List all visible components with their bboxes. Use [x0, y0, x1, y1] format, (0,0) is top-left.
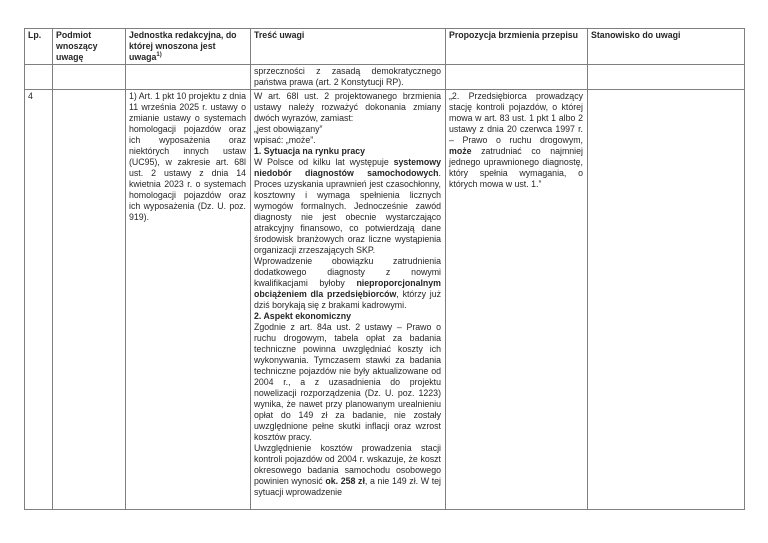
row-continuation: [25, 65, 745, 90]
row-4: [25, 90, 745, 510]
header-row: [25, 29, 745, 65]
cell-tresc-continuation: [251, 65, 446, 90]
col-header-tresc: Treść uwagi: [251, 29, 446, 65]
col-header-propozycja: Propozycja brzmienia przepisu: [446, 29, 588, 65]
cell-lp-continuation: [25, 65, 53, 90]
cell-podmiot-continuation: [53, 65, 126, 90]
col-header-jednostka-label: Jednostka redakcyjna, do której wnoszona jest uwaga: [129, 30, 237, 62]
cell-podmiot: [53, 90, 126, 510]
cell-lp: 4: [25, 90, 53, 510]
cell-tresc: [251, 90, 446, 510]
col-header-lp: Lp.: [25, 29, 53, 65]
cell-tresc-continuation-text: sprzeczności z zasadą demokratycznego państwa prawa (art. 2 Konstytucji RP).: [254, 66, 441, 87]
cell-propozycja-continuation: [446, 65, 588, 90]
cell-propozycja-text: „2. Przedsiębiorca prowadzący stację kontroli pojazdów, o której mowa w art. 83 ust. 1 pkt 1 albo 2 ustawy z dnia 20 czerwca 1997 r. – Prawo o ruchu drogowym, może zatrudniać co najmniej jednego uprawnionego diagnostę, który spełnia wymagania, o których mowa w ust. 1.”: [449, 91, 583, 189]
cell-stanowisko-continuation: [588, 65, 745, 90]
cell-stanowisko: [588, 90, 745, 510]
cell-jednostka-continuation: [126, 65, 251, 90]
col-header-jednostka: [126, 29, 251, 65]
comments-table: [24, 28, 745, 510]
col-header-podmiot: Podmiot wnoszący uwagę: [53, 29, 126, 65]
footnote-marker: 1): [156, 52, 162, 59]
col-header-stanowisko: Stanowisko do uwagi: [588, 29, 745, 65]
cell-propozycja: [446, 90, 588, 510]
cell-tresc-text: W art. 68l ust. 2 projektowanego brzmienia ustawy należy rozważyć dokonania zmiany dwóch wyrazów, zamiast: „jest obowiązany” wpisać: „może”. 1. Sytuacja na rynku pracy W Polsce od kilku lat występuje systemowy niedobór diagnostów samochodowych. Proces uzyskania uprawnień jest czasochłonny, kosztowny i wymaga spełnienia licznych wymogów formalnych. Jednocześnie zawód diagnosty nie jest obecnie wystarczająco atrakcyjny finansowo, co potwierdzają dane środowisk branżowych oraz liczne wystąpienia organizacji zrzeszających SKP. Wprowadzenie obowiązku zatrudnienia dodatkowego diagnosty z nowymi kwalifikacjami byłoby nieproporcjonalnym obciążeniem dla przedsiębiorców, którzy już dziś borykają się z brakami kadrowymi. 2. Aspekt ekonomiczny Zgodnie z art. 84a ust. 2 ustawy – Prawo o ruchu drogowym, tabela opłat za badania techniczne powinna uwzględniać koszty ich wykonywania. Tymczasem stawki za badania techniczne pojazdów nie były aktualizowane od 2004 r., a z uzasadnienia do projektu nowelizacji rozporządzenia (Dz. U. poz. 1223) wynika, że nawet przy planowanym urealnieniu opłat do 149 zł za badanie, nie zostały uwzględnione pełne skutki inflacji oraz wzrost kosztów pracy. Uwzględnienie kosztów prowadzenia stacji kontroli pojazdów od 2004 r. wskazuje, że koszt okresowego badania samochodu osobowego powinien wynosić ok. 258 zł, a nie 149 zł. W tej sytuacji wprowadzenie: [254, 91, 441, 497]
cell-jednostka: 1) Art. 1 pkt 10 projektu z dnia 11 września 2025 r. ustawy o zmianie ustawy o systemach homologacji pojazdów oraz ich wyposażenia oraz niektórych innych ustaw (UC95), w zakresie art. 68l ust. 2 ustawy z dnia 14 kwietnia 2023 r. o systemach homologacji pojazdów oraz ich wyposażenia (Dz. U. poz. 919).: [126, 90, 251, 510]
